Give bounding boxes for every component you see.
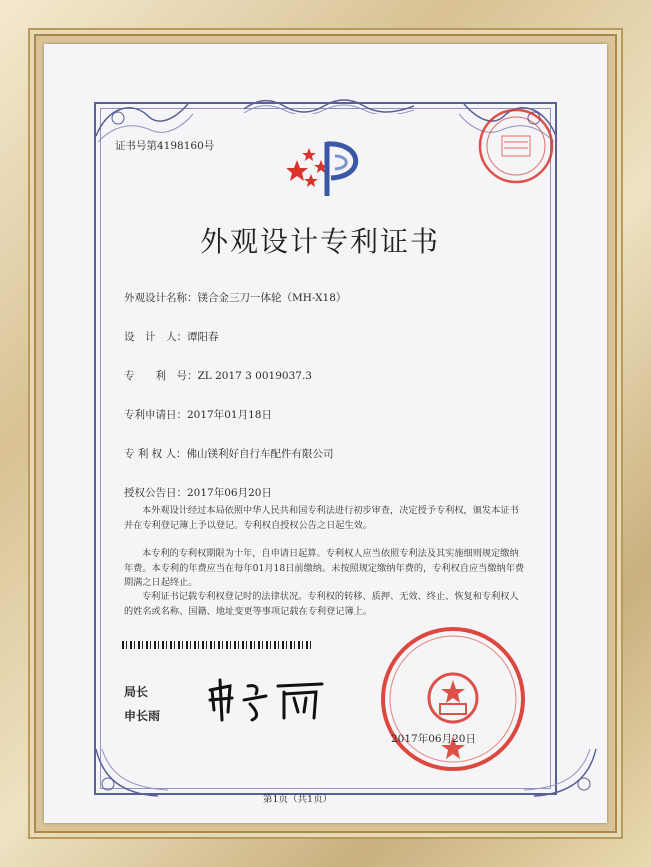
paragraph-term-fees: 本专利的专利权期限为十年，自申请日起算。专利权人应当依照专利法及其实施细则规定缴纳年费。本专利的年费应当在每年01月18日前缴纳。未按照规定缴纳年费的，专利权自应当缴纳年费期满之日起终止。 <box>124 548 525 588</box>
small-seal-icon <box>476 106 556 186</box>
field-value: ZL 2017 3 0019037.3 <box>197 370 312 382</box>
paragraph-legal-status: 专利证书记载专利权登记时的法律状况。专利权的转移、质押、无效、终止、恢复和专利权人的姓名或名称、国籍、地址变更等事项记载在专利登记簿上。 <box>124 591 519 617</box>
large-seal-icon <box>378 624 528 774</box>
field-design-name <box>124 290 346 305</box>
field-value: 镁合金三刀一体轮（MH-X18） <box>197 292 347 304</box>
field-label: 专 利 号： <box>124 370 198 382</box>
barcode <box>122 641 312 649</box>
page-number: 第1页（共1页） <box>263 794 333 805</box>
field-value: 佛山镁利好自行车配件有限公司 <box>186 448 334 460</box>
field-patent-number <box>124 368 312 383</box>
field-label: 授权公告日： <box>124 487 187 499</box>
field-value: 2017年01月18日 <box>187 409 272 421</box>
patent-office-logo-icon <box>287 138 373 200</box>
director-title: 局长 <box>124 685 149 699</box>
field-label: 设 计 人： <box>124 331 187 343</box>
field-application-date <box>124 407 272 422</box>
field-label: 专利申请日： <box>124 409 187 421</box>
ornament-bottom-left <box>88 744 178 804</box>
field-grant-date <box>124 485 272 500</box>
paragraph-grant-notice: 本外观设计经过本局依照中华人民共和国专利法进行初步审查，决定授予专利权，颁发本证书并在专利登记簿上予以登记。专利权自授权公告之日起生效。 <box>124 505 519 531</box>
field-label: 专 利 权 人： <box>124 448 187 460</box>
field-value: 谭阳春 <box>187 331 219 343</box>
certificate-paper <box>44 44 607 823</box>
field-value: 2017年06月20日 <box>187 487 272 499</box>
field-label: 外观设计名称： <box>124 292 198 304</box>
director-name: 申长雨 <box>124 709 161 723</box>
certificate-number: 证书号第4198160号 <box>115 140 215 152</box>
field-patentee <box>124 446 334 461</box>
issue-date: 2017年06月20日 <box>391 733 476 745</box>
field-designer <box>124 329 219 344</box>
certificate-title: 外观设计专利证书 <box>200 225 441 258</box>
ornament-top-center <box>244 94 414 114</box>
director-signature <box>204 676 334 724</box>
